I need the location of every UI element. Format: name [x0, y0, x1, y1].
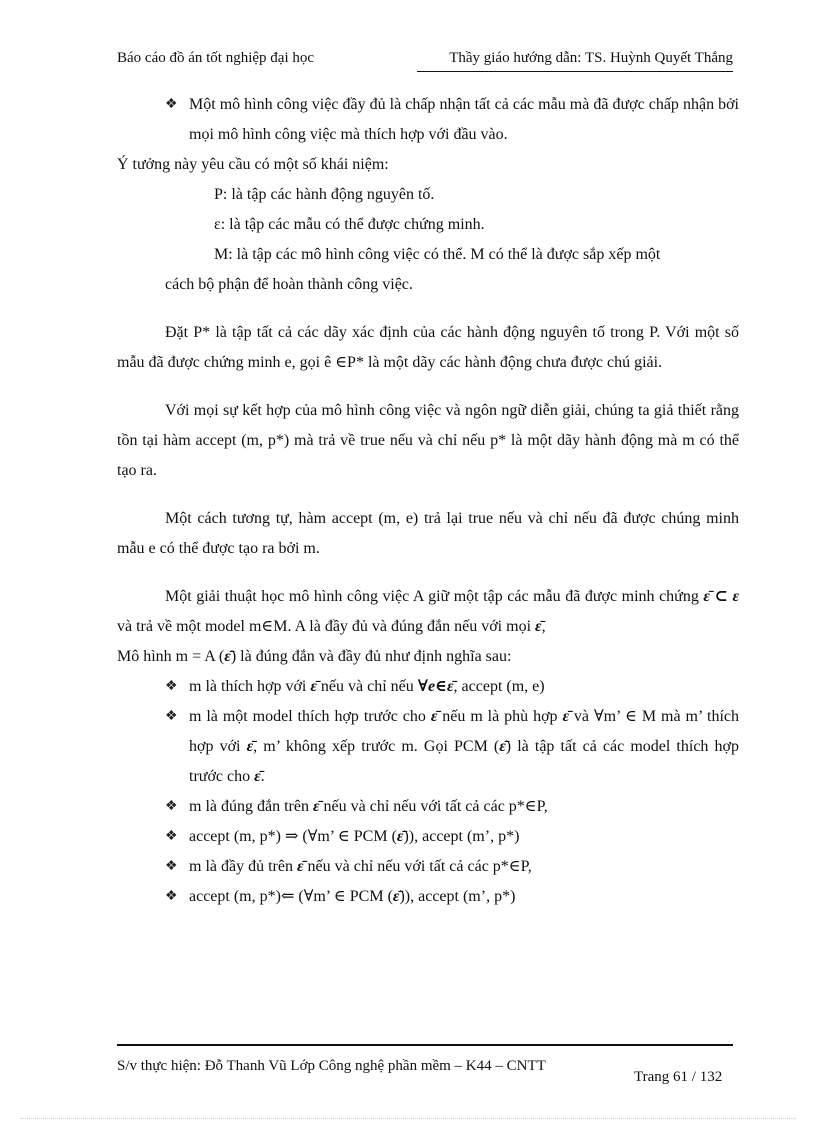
text: accept (m, p*) ⇒ (∀m’ ∈ PCM ( — [189, 828, 397, 845]
epsilon-bar-symbol: ε̄ — [535, 618, 542, 635]
diamond-bullet-icon: ❖ — [165, 829, 178, 844]
footer-student: S/v thực hiện: Đỗ Thanh Vũ Lớp Công nghệ phần mềm – K44 – CNTT — [117, 1058, 546, 1074]
idea-line: Ý tưởng này yêu cầu có một số khái niệm: — [117, 156, 389, 173]
text: nếu và chỉ nếu — [316, 678, 418, 695]
epsilon-bar-symbol: ε̄ — [254, 768, 261, 785]
text: m là đầy đủ trên — [189, 858, 297, 875]
epsilon-bar-symbol: ε̄ — [392, 888, 400, 905]
paragraph-p-star: Đặt P* là tập tất cả các dãy xác định của các hành động nguyên tố trong P. Với một số mẫu đã được chứng minh e, gọi ê ∈P* là một dãy các hành động chưa được chú giải. — [117, 324, 739, 371]
concept-epsilon: ε: là tập các mẫu có thể được chứng minh. — [214, 216, 485, 233]
text: nếu và chỉ nếu với tất cả các p*∈P, — [303, 858, 532, 875]
bullet-text: Một mô hình công việc đầy đủ là chấp nhận tất cả các mẫu mà đã được chấp nhận bởi mọi mô hình công việc mà thích hợp với đầu vào. — [189, 96, 739, 143]
text: và ∀m’ ∈ M mà m’ thích hợp với — [189, 708, 739, 755]
text: ) là tập tất cả các model thích hợp trước cho — [189, 738, 739, 785]
epsilon-bar-symbol: ε̄ — [430, 708, 438, 725]
diamond-bullet-icon: ❖ — [165, 799, 178, 814]
text: và trả về một model m∈M. A là đầy đủ và đúng đắn nếu với mọi — [117, 618, 536, 635]
diamond-bullet-icon: ❖ — [165, 859, 178, 874]
forall-symbol: ∀e∈ε̄ — [417, 678, 454, 695]
epsilon-bar-symbol: ε̄ — [310, 678, 317, 695]
text: Mô hình m = A ( — [117, 648, 225, 665]
concept-m: M: là tập các mô hình công việc có thể. M có thể là được sắp xếp một — [214, 246, 661, 263]
text: m là thích hợp với — [189, 678, 311, 695]
page-number: Trang 61 / 132 — [634, 1069, 723, 1085]
page-header — [117, 50, 733, 72]
epsilon-bar-symbol: ε̄ — [396, 828, 404, 845]
bullet-complete — [117, 852, 739, 882]
header-underline — [417, 71, 733, 72]
bullet-consistent — [117, 672, 739, 702]
bullet-preferred-model — [117, 702, 739, 792]
text: ) là đúng đắn và đầy đủ như định nghĩa sau: — [230, 648, 512, 665]
epsilon-bar-symbol: ε̄ — [499, 738, 506, 755]
diamond-bullet-icon: ❖ — [165, 679, 178, 694]
text: , — [541, 618, 546, 635]
bullet-complete-model — [117, 90, 739, 150]
epsilon-subset-symbol: ε̄ ⊂ ε — [703, 588, 740, 605]
epsilon-bar-symbol: ε̄ — [312, 798, 320, 815]
concept-p: P: là tập các hành động nguyên tố. — [214, 186, 435, 203]
document-body — [117, 90, 739, 912]
text: )), accept (m’, p*) — [403, 828, 520, 845]
text: , m’ không xếp trước m. Gọi PCM ( — [253, 738, 500, 755]
epsilon-bar-symbol: ε̄ — [296, 858, 304, 875]
text: , accept (m, e) — [453, 678, 545, 695]
diamond-bullet-icon: ❖ — [165, 889, 178, 904]
header-supervisor: Thầy giáo hướng dẫn: TS. Huỳnh Quyết Thắng — [449, 50, 733, 66]
text: Một giải thuật học mô hình công việc A giữ một tập các mẫu đã được minh chứng — [165, 588, 704, 605]
paragraph-accept-p-star: Với mọi sự kết hợp của mô hình công việc và ngôn ngữ diễn giải, chúng ta giả thiết rằng tồn tại hàm accept (m, p*) mà trả về true nếu và chỉ nếu p* là một dãy hành động mà m có thể tạo ra. — [117, 402, 739, 479]
text: m là đúng đắn trên — [189, 798, 313, 815]
footer-rule — [117, 1044, 733, 1046]
text: nếu m là phù hợp — [437, 708, 563, 725]
paragraph-accept-e: Một cách tương tự, hàm accept (m, e) trả lại true nếu và chỉ nếu đã được chúng minh mẫu e có thể được tạo ra bởi m. — [117, 510, 739, 557]
paragraph-model-definition — [117, 642, 739, 672]
concept-m-continued: cách bộ phận để hoàn thành công việc. — [165, 276, 413, 293]
paragraph-learning-algorithm — [117, 582, 739, 642]
bullet-complete-condition — [117, 882, 739, 912]
epsilon-bar-symbol: ε̄ — [224, 648, 231, 665]
bullet-sound — [117, 792, 739, 822]
epsilon-bar-symbol: ε̄ — [246, 738, 254, 755]
text: accept (m, p*)⇐ (∀m’ ∈ PCM ( — [189, 888, 393, 905]
header-report-title: Báo cáo đồ án tốt nghiệp đại học — [117, 50, 315, 66]
diamond-bullet-icon: ❖ — [165, 709, 178, 724]
text: )), accept (m’, p*) — [399, 888, 516, 905]
bullet-sound-condition — [117, 822, 739, 852]
text: m là một model thích hợp trước cho — [189, 708, 431, 725]
page-edge-dotted-line — [20, 1118, 796, 1119]
epsilon-bar-symbol: ε̄ — [562, 708, 570, 725]
text: nếu và chỉ nếu với tất cả các p*∈P, — [319, 798, 548, 815]
text: . — [260, 768, 265, 785]
diamond-bullet-icon: ❖ — [165, 97, 178, 112]
